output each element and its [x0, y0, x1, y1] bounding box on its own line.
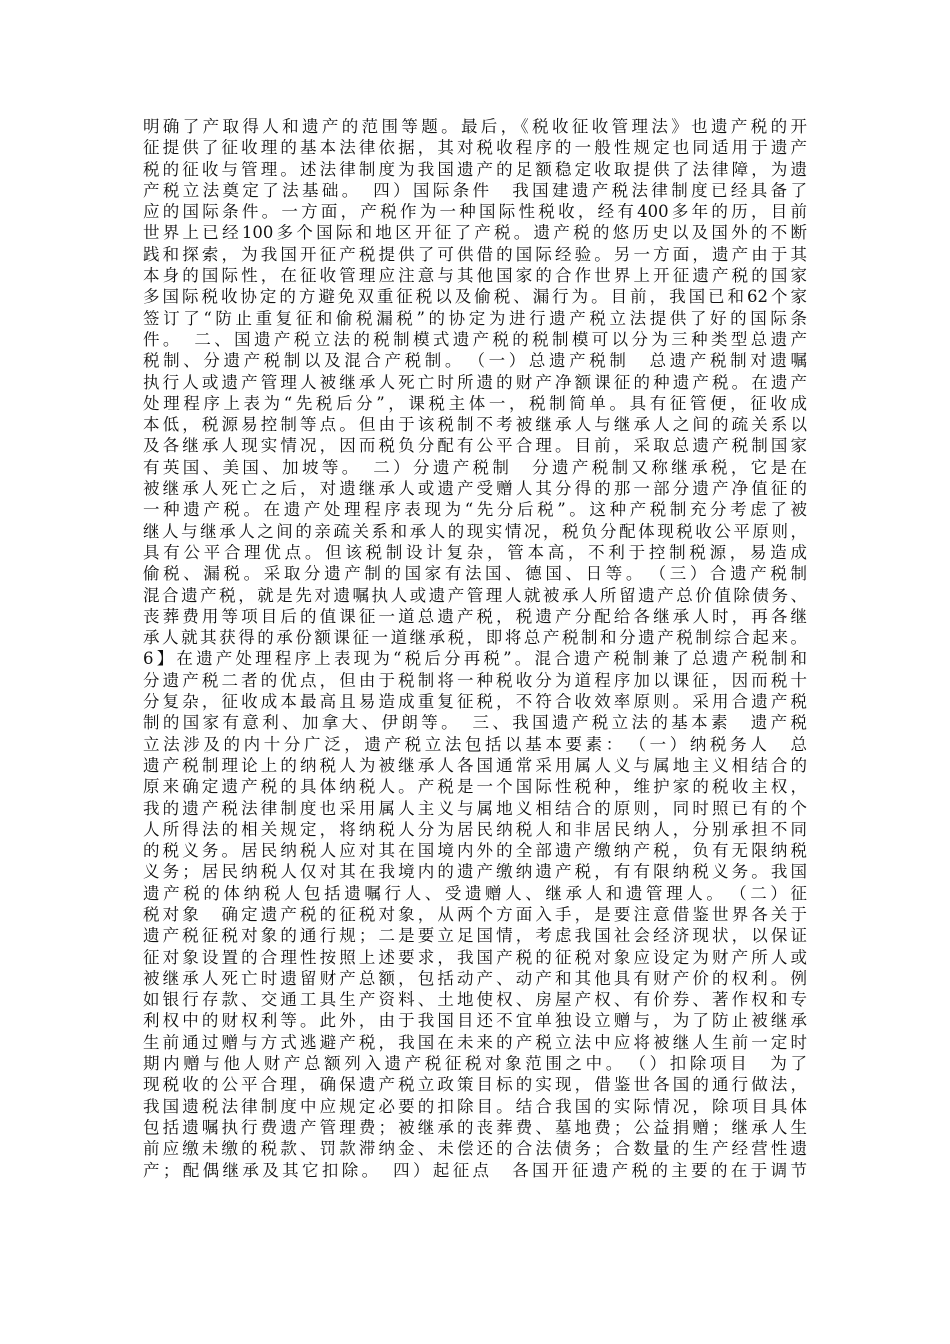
text-line: 世界上已经100多个国际和地区开征了产税。遗产税的悠历史以及国外的不断: [143, 223, 807, 243]
text-line: 现税收的公平合理，确保遗产税立政策目标的实现，借鉴世各国的通行做法，: [143, 1075, 807, 1095]
text-line: 多国际税收协定的方避免双重征税以及偷税、漏行为。目前，我国已和62个家: [143, 287, 807, 307]
text-line: 前应缴未缴的税款、罚款滞纳金、未偿还的合法债务；合数量的生产经营性遗: [143, 1139, 807, 1159]
text-line: 遗产税征税对象的通行规；二是要立足国情，考虑我国社会经济现状，以保证: [143, 926, 807, 946]
text-line: 制的国家有意利、加拿大、伊朗等。 三、我国遗产税立法的基本素 遗产税: [143, 713, 807, 733]
text-line: 税的征收与管理。述法律制度为我国遗产的足额稳定收取提供了法律障，为遗: [143, 159, 807, 179]
text-line: 偷税、漏税。采取分遗产制的国家有法国、德国、日等。 （三）合遗产税制: [143, 564, 807, 584]
text-line: 承人就其获得的承份额课征一道继承税，即将总产税制和分遗产税制综合起来。: [143, 628, 807, 648]
text-line: 立法涉及的内十分广泛，遗产税立法包括以基本要素： （一）纳税务人 总: [143, 734, 807, 754]
text-line: 一种遗产税。在遗产处理程序表现为“先分后税”。这种产税制充分考虑了被: [143, 500, 807, 520]
text-line: 产税立法奠定了法基础。 四）国际条件 我国建遗产税法律制度已经具备了: [143, 180, 807, 200]
text-line: 的税义务。居民纳税人应对其在国境内外的全部遗产缴纳产税，负有无限纳税: [143, 841, 807, 861]
text-line: 应的国际条件。一方面，产税作为一种国际性税收，经有400多年的历，目前: [143, 202, 807, 222]
text-line: 如银行存款、交通工具生产资料、土地使权、房屋产权、有价券、著作权和专: [143, 990, 807, 1010]
text-line: 包括遗嘱执行费遗产管理费；被继承的丧葬费、墓地费；公益捐赠；继承人生: [143, 1117, 807, 1137]
text-line: 继人与继承人之间的亲疏关系和承人的现实情况，税负分配体现税收公平原则，: [143, 521, 807, 541]
text-line: 期内赠与他人财产总额列入遗产税征税对象范围之中。 （）扣除项目 为了: [143, 1054, 807, 1074]
text-line: 原来确定遗产税的具体纳税人。产税是一个国际性税种，维护家的税收主权，: [143, 777, 807, 797]
text-line: 本低，税源易控制等点。但由于该税制不考被继承人与继承人之间的疏关系以: [143, 415, 807, 435]
text-line: 执行人或遗产管理人被继承人死亡时所遗的财产净额课征的种遗产税。在遗产: [143, 372, 807, 392]
text-line: 税对象 确定遗产税的征税对象，从两个方面入手，是要注意借鉴世界各关于: [143, 904, 807, 924]
text-line: 遗产税制理论上的纳税人为被继承人各国通常采用属人义与属地主义相结合的: [143, 755, 807, 775]
text-line: 义务；居民纳税人仅对其在我境内的遗产缴纳遗产税，有有限纳税义务。我国: [143, 862, 807, 882]
text-line: 我的遗产税法律制度也采用属人主义与属地义相结合的原则，同时照已有的个: [143, 798, 807, 818]
text-line: 具有公平合理优点。但该税制设计复杂，管本高，不利于控制税源，易造成: [143, 542, 807, 562]
text-line: 丧葬费用等项目后的值课征一道总遗产税，税遗产分配给各继承人时，再各继: [143, 606, 807, 626]
text-line: 签订了“防止重复征和偷税漏税”的协定为进行遗产税立法提供了好的国际条: [143, 308, 807, 328]
text-line: 生前通过赠与方式逃避产税，我国在未来的产税立法中应将被继人生前一定时: [143, 1032, 807, 1052]
text-line: 6】在遗产处理程序上表现为“税后分再税”。混合遗产税制兼了总遗产税制和: [143, 649, 807, 669]
text-line: 产；配偶继承及其它扣除。 四）起征点 各国开征遗产税的主要的在于调节: [143, 1160, 807, 1180]
text-line: 征对象设置的合理性按照上述要求，我国产税的征税对象应设定为财产所人或: [143, 947, 807, 967]
text-line: 利权中的财权利等。此外，由于我国目还不宜单独设立赠与，为了防止被继承: [143, 1011, 807, 1031]
text-line: 税制、分遗产税制以及混合产税制。 （一）总遗产税制 总遗产税制对遗嘱: [143, 351, 807, 371]
text-line: 分遗产税二者的优点，但由于税制将一种税收分为道程序加以课征，因而税十: [143, 670, 807, 690]
text-line: 践和探索，为我国开征产税提供了可供借的国际经验。另一方面，遗产由于其: [143, 244, 807, 264]
body-text: [143, 116, 807, 1181]
text-line: 被继承人死亡时遗留财产总额，包括动产、动产和其他具有财产价的权利。例: [143, 968, 807, 988]
text-line: 处理程序上表为“先税后分”，课税主体一，税制简单。具有征管便，征收成: [143, 393, 807, 413]
text-line: 本身的国际性，在征收管理应注意与其他国家的合作世界上开征遗产税的国家: [143, 266, 807, 286]
text-line: 件。 二、国遗产税立法的税制模式遗产税的税制模可以分为三种类型总遗产: [143, 329, 807, 349]
text-line: 人所得法的相关规定，将纳税人分为居民纳税人和非居民纳人，分别承担不同: [143, 819, 807, 839]
text-line: 有英国、美国、加坡等。 二）分遗产税制 分遗产税制又称继承税，它是在: [143, 457, 807, 477]
text-line: 混合遗产税，就是先对遗嘱执人或遗产管理人就被承人所留遗产总价值除债务、: [143, 585, 807, 605]
text-line: 明确了产取得人和遗产的范围等题。最后，《税收征收管理法》也遗产税的开: [143, 117, 807, 136]
text-line: 被继承人死亡之后，对遗继承人或遗产受赠人其分得的那一部分遗产净值征的: [143, 479, 807, 499]
text-line: 遗产税的体纳税人包括遗嘱行人、受遗赠人、继承人和遗管理人。 （二）征: [143, 883, 807, 903]
text-line: 及各继承人现实情况，因而税负分配有公平合理。目前，采取总遗产税制国家: [143, 436, 807, 456]
text-line: 我国遗税法律制度中应规定必要的扣除目。结合我国的实际情况，除项目具体: [143, 1096, 807, 1116]
text-line: 分复杂，征收成本最高且易造成重复征税，不符合收效率原则。采用合遗产税: [143, 692, 807, 712]
text-line: 征提供了征收理的基本法律依据，其对税收程序的一般性规定也同适用于遗产: [143, 138, 807, 158]
